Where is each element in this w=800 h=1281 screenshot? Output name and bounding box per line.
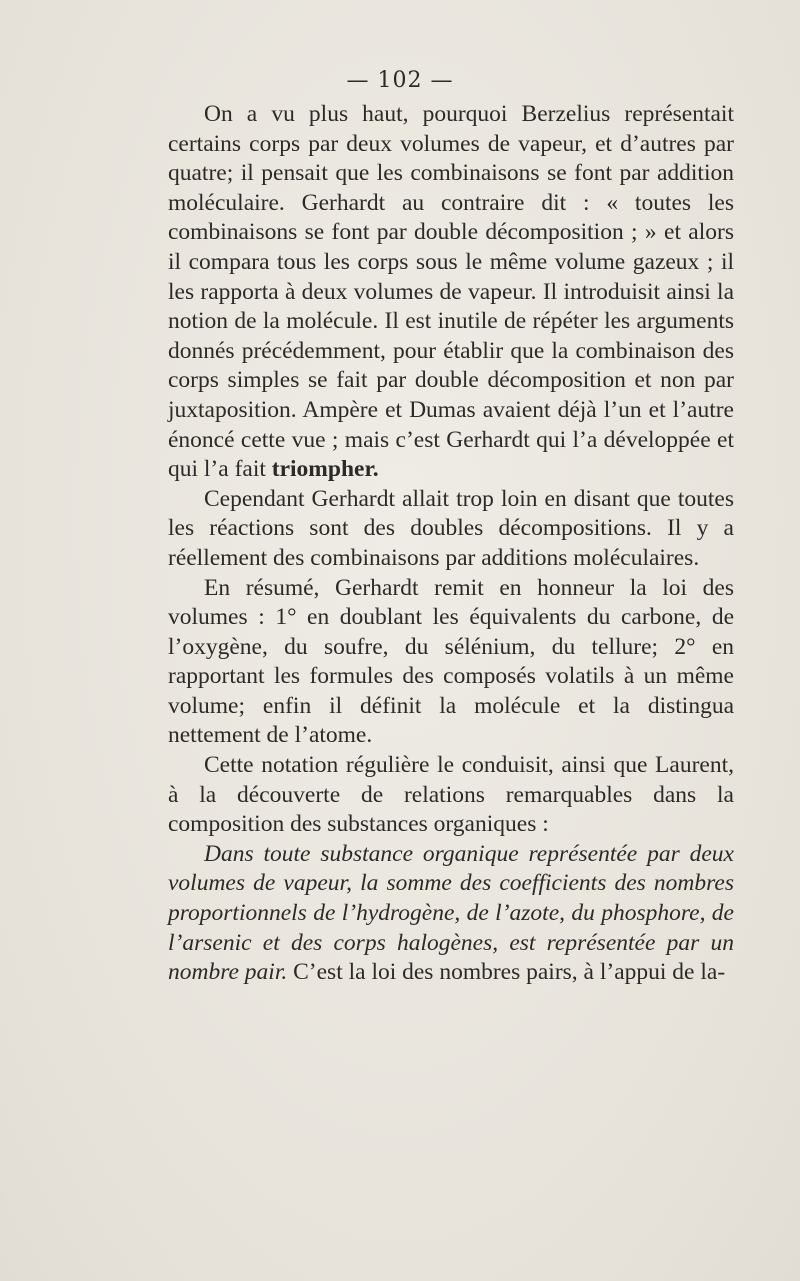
body-text (168, 100, 734, 988)
paragraph-5 (168, 840, 734, 988)
paragraph-1-text: On a vu plus haut, pourquoi Berzelius représentait certains corps par deux volumes de vapeur, et d’autres par quatre; il pensait que les combinaisons se font par addition moléculaire. Gerhardt au contraire dit : « toutes les combinaisons se font par double décomposition ; » et alors il compara tous les corps sous le même volume gazeux ; il les rapporta à deux volumes de vapeur. Il introduisit ainsi la notion de la molécule. Il est inutile de répéter les arguments donnés précédemment, pour établir que la combinaison des corps simples se fait par double décomposition et non par juxtaposition. Ampère et Dumas avaient déjà l’un et l’autre énoncé cette vue ; mais c’est Gerhardt qui l’a développée et qui l’a fait (168, 101, 734, 483)
paragraph-2: Cependant Gerhardt allait trop loin en disant que toutes les réactions sont des doubles décompositions. Il y a réellement des combinaisons par additions moléculaires. (168, 485, 734, 571)
paragraph-1 (168, 100, 734, 485)
page-number: — 102 — (346, 68, 454, 93)
paragraph-3: En résumé, Gerhardt remit en honneur la loi des volumes : 1° en doublant les équivalents du carbone, de l’oxygène, du soufre, du sélénium, du tellure; 2° en rapportant les formules des composés volatils à un même volume; enfin il définit la molécule et la distingua nettement de l’atome. (168, 574, 734, 749)
law-statement: Dans toute substance organique représentée par deux volumes de vapeur, la somme des coefficients des nombres proportionnels de l’hydrogène, de l’azote, du phosphore, de l’arsenic et des corps halogènes, est représentée par un nombre pair. (168, 840, 734, 986)
paragraph-5-text: C’est la loi des nombres pairs, à l’appui de la- (287, 959, 726, 986)
paragraph-1-bold-end: triompher. (271, 456, 379, 483)
paragraph-4: Cette notation régulière le conduisit, ainsi que Laurent, à la découverte de relations remarquables dans la composition des substances organiques : (168, 752, 734, 838)
